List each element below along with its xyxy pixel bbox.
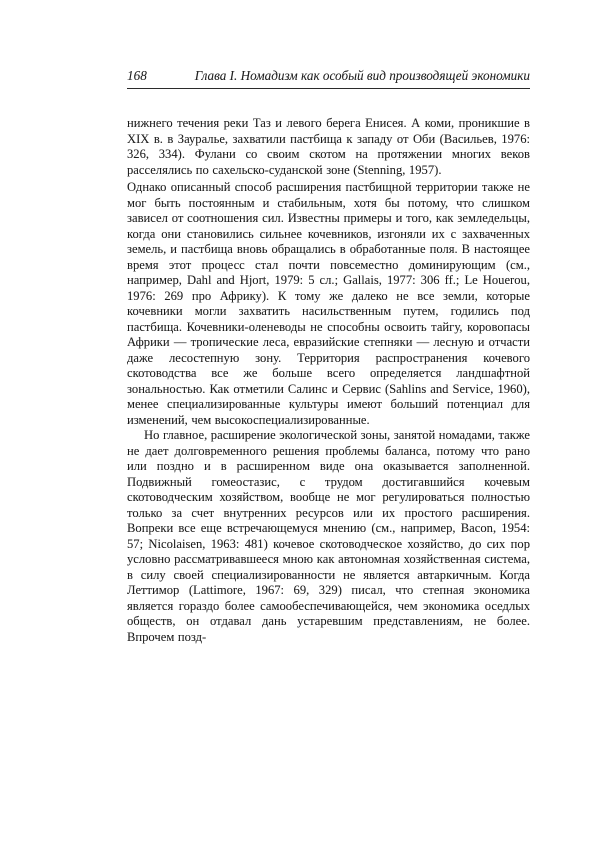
body-text [127,116,530,645]
paragraph-continuation: нижнего течения реки Таз и левого берега Енисея. А коми, проникшие в XIX в. в Зауралье, захватили пастбища к западу от Оби (Васильев, 1976: 326, 334). Фулани со своим скотом на протяжении многих веков расселялись по сахельско-суданской зоне (Stenning, 1957). [127,116,530,177]
page-number: 168 [127,68,147,83]
paragraph-no-glavnoe: Но главное, расширение экологической зоны, занятой номадами, также не дает долговременного решения проблемы баланса, потому что рано или поздно и в расширенном виде она оказывается заполненной. Подвижный гомеостазис, с трудом достигавшийся кочевым скотоводческим хозяйством, вообще не мог регулироваться полностью только за счет внутренних ресурсов или их простого расширения. Вопреки все еще встречающемуся мнению (см., например, Bacon, 1954: 57; Nicolaisen, 1963: 481) кочевое скотоводческое хозяйство, до сих пор условно рассматривавшееся мною как автономная хозяйственная система, в силу своей специализированности не является автаркичным. Когда Леттимор (Lattimore, 1967: 69, 329) писал, что степная экономика является гораздо более самообеспечивающейся, чем экономика оседлых обществ, он отдавал дань устаревшим представлениям, не более. Впрочем позд- [127,428,530,644]
chapter-running-title: Глава I. Номадизм как особый вид производящей экономики [194,68,530,83]
running-header [127,68,530,89]
page-content [127,68,530,645]
paragraph-odnako: Однако описанный способ расширения пастбищной территории также не мог быть постоянным и стабильным, хотя бы потому, что слишком зависел от соотношения сил. Известны примеры и того, как земледельцы, когда они становились сильнее кочевников, изгоняли их с захваченных земель, и пастбища вновь обращались в обработанные поля. В настоящее время этот процесс стал почти повсеместно доминирующим (см., например, Dahl and Hjort, 1979: 5 сл.; Gallais, 1977: 306 ff.; Le Houerou, 1976: 269 про Африку). К тому же далеко не все земли, которые кочевники могли захватить насильственным путем, годились под пастбища. Кочевники-оленеводы не способны освоить тайгу, коровопасы Африки — тропические леса, евразийские степняки — лесную и отчасти даже лесостепную зону. Территория распространения кочевого скотоводства все же больше всего определяется ландшафтной зональностью. Как отметили Салинс и Сервис (Sahlins and Service, 1960), менее специализированные культуры имеют больший потенциал для изменений, чем высокоспециализированные. [127,180,530,427]
